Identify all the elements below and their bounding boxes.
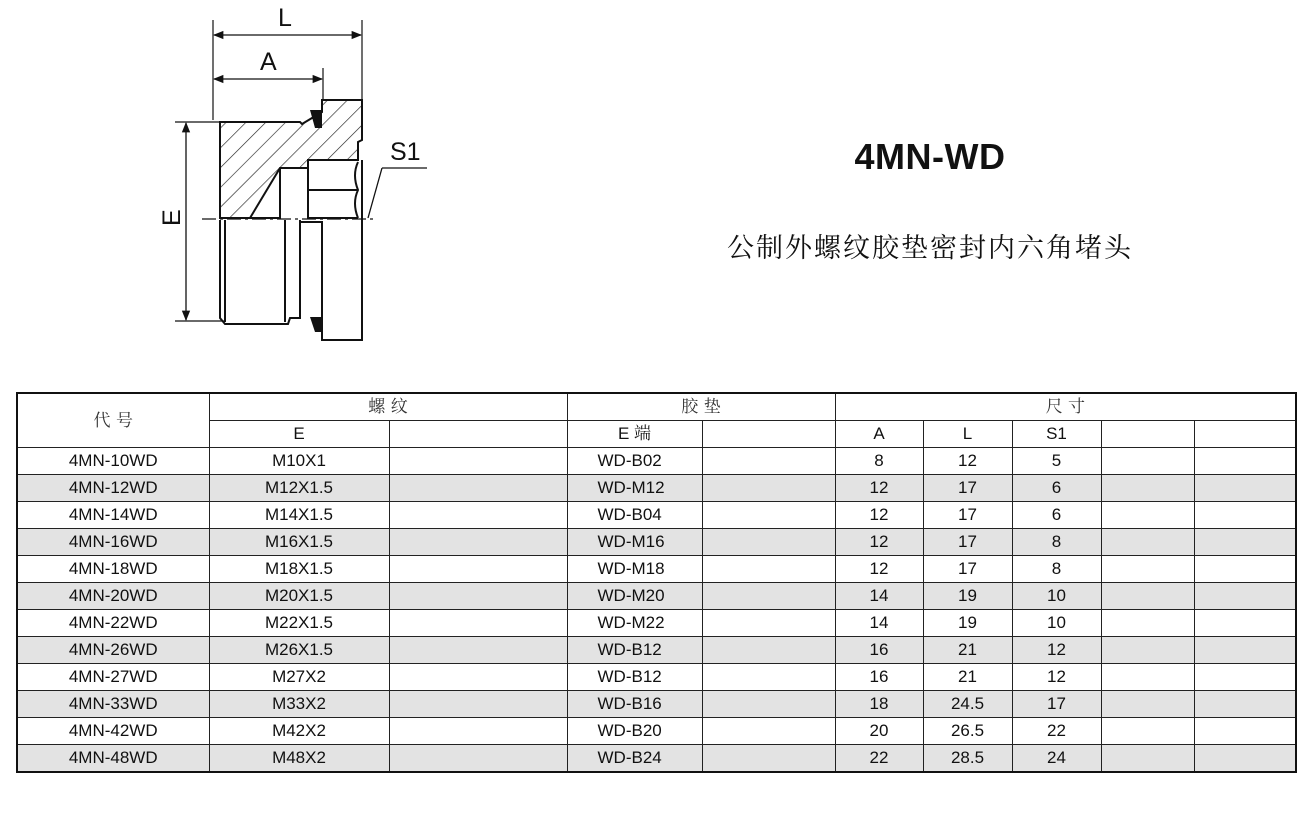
section-hatched-upper xyxy=(220,100,362,218)
cell-gasket: WD-B12 xyxy=(567,664,702,691)
cell-s1: 5 xyxy=(1012,448,1101,475)
cell-gasket: WD-B02 xyxy=(567,448,702,475)
table-row xyxy=(17,502,1296,529)
table-row xyxy=(17,583,1296,610)
dim-label-s1: S1 xyxy=(390,138,421,166)
cell-gasket: WD-M12 xyxy=(567,475,702,502)
cell-s1: 17 xyxy=(1012,691,1101,718)
cell-empty xyxy=(1194,502,1296,529)
cell-empty xyxy=(1101,664,1194,691)
header-size: 尺 寸 xyxy=(835,393,1296,421)
cell-thread-e: M10X1 xyxy=(209,448,389,475)
cell-empty xyxy=(389,529,567,556)
cell-s1: 10 xyxy=(1012,610,1101,637)
header-empty xyxy=(1194,421,1296,448)
table-row xyxy=(17,718,1296,745)
seal-ring-lower xyxy=(310,317,322,332)
cell-gasket: WD-B24 xyxy=(567,745,702,773)
cell-code: 4MN-22WD xyxy=(17,610,209,637)
dim-label-e: E xyxy=(158,209,186,226)
cell-thread-e: M16X1.5 xyxy=(209,529,389,556)
cell-empty xyxy=(702,718,835,745)
cell-empty xyxy=(389,583,567,610)
header-thread: 螺 纹 xyxy=(209,393,567,421)
cell-empty xyxy=(1194,529,1296,556)
cell-code: 4MN-18WD xyxy=(17,556,209,583)
cell-l: 17 xyxy=(923,529,1012,556)
table-header-row-2 xyxy=(17,421,1296,448)
header-gasket: 胶 垫 xyxy=(567,393,835,421)
table-row xyxy=(17,448,1296,475)
cell-empty xyxy=(702,556,835,583)
table-row xyxy=(17,556,1296,583)
spec-table xyxy=(16,392,1297,773)
cell-empty xyxy=(1101,583,1194,610)
header-empty xyxy=(389,421,567,448)
table-row xyxy=(17,745,1296,773)
cell-a: 12 xyxy=(835,529,923,556)
table-row xyxy=(17,610,1296,637)
cell-l: 17 xyxy=(923,475,1012,502)
cell-s1: 10 xyxy=(1012,583,1101,610)
cell-empty xyxy=(1194,745,1296,773)
cell-code: 4MN-27WD xyxy=(17,664,209,691)
cell-thread-e: M14X1.5 xyxy=(209,502,389,529)
table-row xyxy=(17,637,1296,664)
table-row xyxy=(17,475,1296,502)
cell-empty xyxy=(1101,475,1194,502)
header-a: A xyxy=(835,421,923,448)
cell-empty xyxy=(1101,448,1194,475)
header-s1: S1 xyxy=(1012,421,1101,448)
cell-empty xyxy=(702,529,835,556)
cell-empty xyxy=(1101,502,1194,529)
dim-label-l: L xyxy=(278,4,292,32)
cell-s1: 6 xyxy=(1012,502,1101,529)
cell-gasket: WD-B20 xyxy=(567,718,702,745)
cell-s1: 6 xyxy=(1012,475,1101,502)
plug-technical-drawing xyxy=(150,0,450,360)
cell-thread-e: M20X1.5 xyxy=(209,583,389,610)
cell-a: 18 xyxy=(835,691,923,718)
cell-thread-e: M22X1.5 xyxy=(209,610,389,637)
cell-s1: 12 xyxy=(1012,637,1101,664)
header-empty xyxy=(1101,421,1194,448)
cell-empty xyxy=(389,664,567,691)
cell-a: 12 xyxy=(835,556,923,583)
header-l: L xyxy=(923,421,1012,448)
cell-empty xyxy=(702,583,835,610)
cell-thread-e: M27X2 xyxy=(209,664,389,691)
cell-thread-e: M12X1.5 xyxy=(209,475,389,502)
cell-a: 8 xyxy=(835,448,923,475)
cell-empty xyxy=(1101,610,1194,637)
cell-l: 12 xyxy=(923,448,1012,475)
cell-l: 21 xyxy=(923,664,1012,691)
cell-code: 4MN-42WD xyxy=(17,718,209,745)
cell-code: 4MN-33WD xyxy=(17,691,209,718)
table-row xyxy=(17,664,1296,691)
cell-empty xyxy=(702,637,835,664)
cell-code: 4MN-12WD xyxy=(17,475,209,502)
cell-thread-e: M33X2 xyxy=(209,691,389,718)
cell-gasket: WD-M16 xyxy=(567,529,702,556)
cell-empty xyxy=(1194,610,1296,637)
cell-empty xyxy=(389,745,567,773)
cell-gasket: WD-M20 xyxy=(567,583,702,610)
cell-l: 28.5 xyxy=(923,745,1012,773)
cell-gasket: WD-B12 xyxy=(567,637,702,664)
cell-empty xyxy=(1101,556,1194,583)
product-code-title: 4MN-WD xyxy=(854,136,1006,177)
cell-empty xyxy=(702,448,835,475)
cell-s1: 24 xyxy=(1012,745,1101,773)
cell-l: 17 xyxy=(923,502,1012,529)
cell-l: 24.5 xyxy=(923,691,1012,718)
header-gasket-e: E 端 xyxy=(567,421,702,448)
cell-empty xyxy=(389,718,567,745)
cell-code: 4MN-14WD xyxy=(17,502,209,529)
cell-gasket: WD-B04 xyxy=(567,502,702,529)
product-description: 公制外螺纹胶垫密封内六角堵头 xyxy=(727,233,1133,264)
header-thread-e: E xyxy=(209,421,389,448)
cell-thread-e: M42X2 xyxy=(209,718,389,745)
header-empty xyxy=(702,421,835,448)
cell-gasket: WD-M18 xyxy=(567,556,702,583)
cell-empty xyxy=(1101,529,1194,556)
cell-gasket: WD-B16 xyxy=(567,691,702,718)
cell-a: 16 xyxy=(835,664,923,691)
table-row xyxy=(17,529,1296,556)
cell-s1: 12 xyxy=(1012,664,1101,691)
header-code: 代 号 xyxy=(17,393,209,448)
cell-empty xyxy=(702,610,835,637)
cell-empty xyxy=(702,502,835,529)
cell-thread-e: M48X2 xyxy=(209,745,389,773)
cell-a: 12 xyxy=(835,475,923,502)
cell-empty xyxy=(1194,718,1296,745)
cell-empty xyxy=(1194,556,1296,583)
cell-a: 22 xyxy=(835,745,923,773)
table-header-row-1 xyxy=(17,393,1296,421)
cell-code: 4MN-48WD xyxy=(17,745,209,773)
cell-empty xyxy=(389,448,567,475)
cell-a: 20 xyxy=(835,718,923,745)
cell-gasket: WD-M22 xyxy=(567,610,702,637)
cell-empty xyxy=(389,556,567,583)
cell-l: 19 xyxy=(923,610,1012,637)
cell-thread-e: M26X1.5 xyxy=(209,637,389,664)
cell-l: 17 xyxy=(923,556,1012,583)
cell-empty xyxy=(702,745,835,773)
cell-empty xyxy=(1194,448,1296,475)
cell-empty xyxy=(1194,664,1296,691)
cell-empty xyxy=(702,691,835,718)
cell-empty xyxy=(1101,637,1194,664)
cell-empty xyxy=(389,475,567,502)
cell-empty xyxy=(1194,691,1296,718)
cell-thread-e: M18X1.5 xyxy=(209,556,389,583)
cell-a: 14 xyxy=(835,610,923,637)
cell-l: 19 xyxy=(923,583,1012,610)
cell-code: 4MN-16WD xyxy=(17,529,209,556)
cell-l: 21 xyxy=(923,637,1012,664)
cell-empty xyxy=(389,502,567,529)
cell-empty xyxy=(702,664,835,691)
cell-code: 4MN-20WD xyxy=(17,583,209,610)
cell-empty xyxy=(389,637,567,664)
cell-s1: 8 xyxy=(1012,529,1101,556)
cell-code: 4MN-26WD xyxy=(17,637,209,664)
table-row xyxy=(17,691,1296,718)
cell-empty xyxy=(1101,745,1194,773)
cell-s1: 22 xyxy=(1012,718,1101,745)
cell-empty xyxy=(389,610,567,637)
cell-a: 14 xyxy=(835,583,923,610)
cell-empty xyxy=(389,691,567,718)
cell-empty xyxy=(1101,691,1194,718)
cell-empty xyxy=(1194,583,1296,610)
cell-empty xyxy=(1194,637,1296,664)
cell-a: 12 xyxy=(835,502,923,529)
cell-empty xyxy=(1194,475,1296,502)
cell-empty xyxy=(702,475,835,502)
dim-label-a: A xyxy=(260,48,277,76)
cell-empty xyxy=(1101,718,1194,745)
cell-code: 4MN-10WD xyxy=(17,448,209,475)
cell-a: 16 xyxy=(835,637,923,664)
cell-l: 26.5 xyxy=(923,718,1012,745)
cell-s1: 8 xyxy=(1012,556,1101,583)
